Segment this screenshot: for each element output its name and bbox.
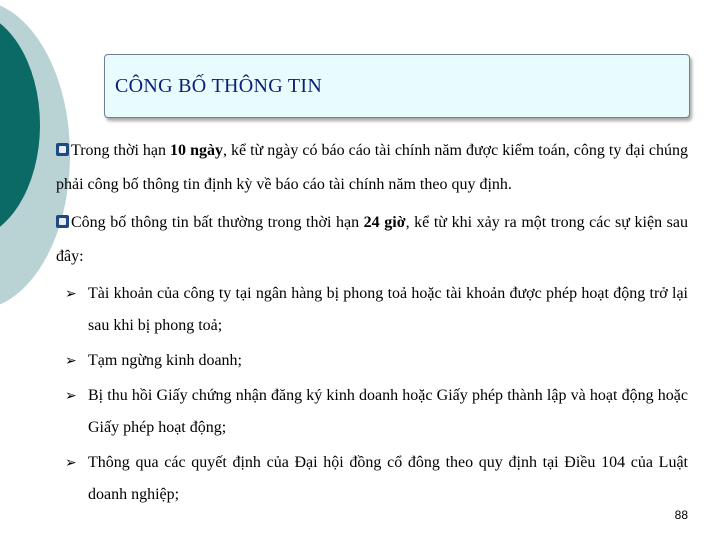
page-number: 88 [674,508,688,522]
paragraph-1-pre: Trong thời hạn [71,142,171,159]
event-item [56,380,688,444]
event-item [56,278,688,342]
paragraph-2 [56,206,688,274]
arrow-bullet-icon: ➢ [65,286,77,302]
paragraph-2-pre: Công bố thông tin bất thường trong thời hạn [71,214,364,231]
paragraph-1-post: , kể từ ngày có báo cáo tài chính năm được kiểm toán, công ty đại chúng phải công bố thông tin định kỳ về báo cáo tài chính năm theo quy định. [56,142,688,193]
slide-content [56,134,688,511]
event-item [56,447,688,511]
event-text: Tạm ngừng kinh doanh; [88,352,242,369]
arrow-bullet-icon: ➢ [65,388,77,404]
title-box [104,54,690,118]
event-item [56,345,688,377]
event-text: Tài khoản của công ty tại ngân hàng bị phong toả hoặc tài khoản được phép hoạt động trở lại sau khi bị phong toả; [88,285,688,334]
square-bullet-icon [56,143,69,156]
event-text: Bị thu hồi Giấy chứng nhận đăng ký kinh doanh hoặc Giấy phép thành lập và hoạt động hoặc Giấy phép hoạt động; [88,387,688,436]
paragraph-1-bold: 10 ngày [170,142,223,159]
event-text: Thông qua các quyết định của Đại hội đồng cổ đông theo quy định tại Điều 104 của Luật doanh nghiệp; [88,454,688,503]
arrow-bullet-icon: ➢ [65,455,77,471]
paragraph-1 [56,134,688,202]
arrow-bullet-icon: ➢ [65,353,77,369]
paragraph-2-post: , kể từ khi xảy ra một trong các sự kiện sau đây: [56,214,689,265]
square-bullet-icon [56,215,69,228]
slide-title: CÔNG BỐ THÔNG TIN [115,75,323,97]
paragraph-2-bold: 24 giờ [363,214,406,231]
